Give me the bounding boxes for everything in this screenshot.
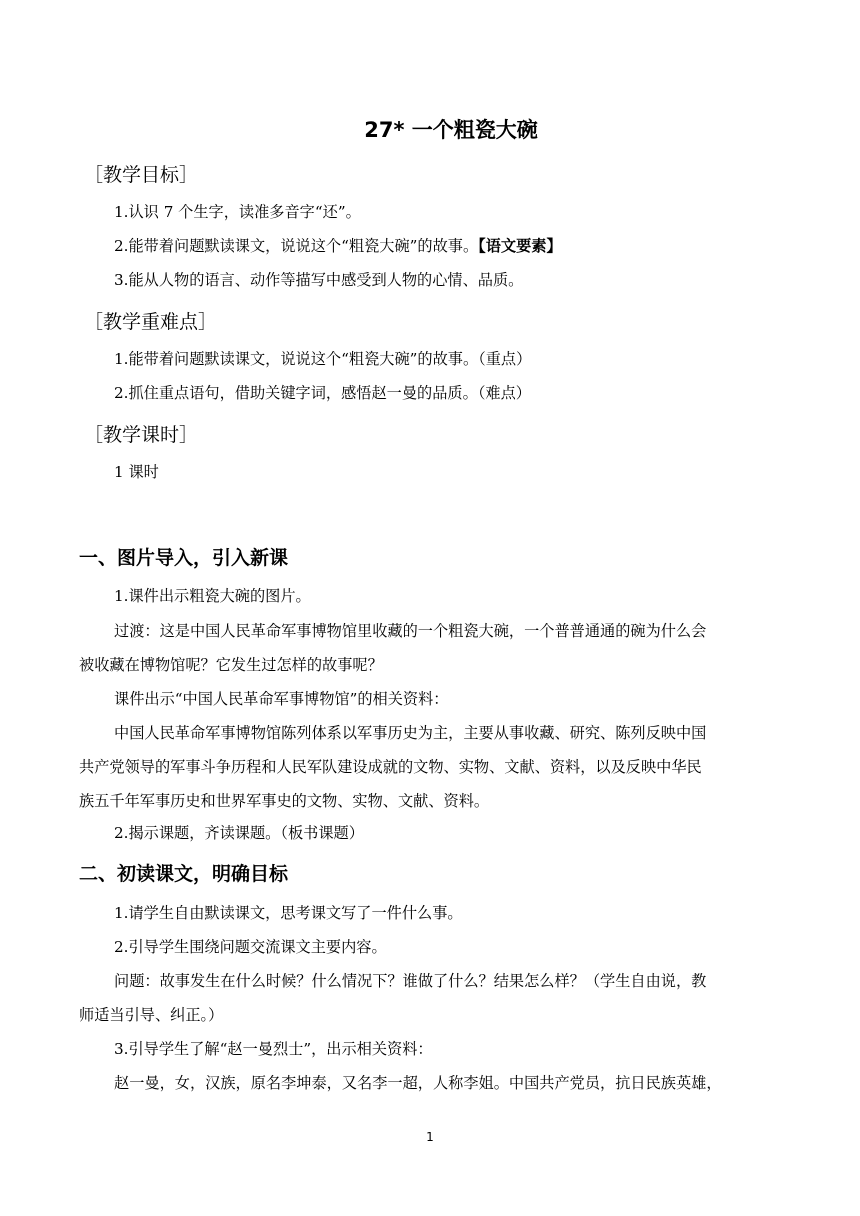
part2-line-6: 赵一曼，女，汉族，原名李坤泰，又名李一超，人称李姐。中国共产党员，抗日民族英雄， [114, 1074, 722, 1092]
part2-line-2: 2.引导学生围绕问题交流课文主要内容。 [114, 938, 387, 956]
key-point-item-1: 1.能带着问题默读课文，说说这个“粗瓷大碗”的故事。（重点） [114, 350, 532, 368]
page-number: 1 [426, 1130, 434, 1144]
goal-item-3: 3.能从人物的语言、动作等描写中感受到人物的心情、品质。 [114, 271, 524, 289]
goal-item-2-text: 2.能带着问题默读课文，说说这个“粗瓷大碗”的故事。 [114, 237, 479, 255]
part1-line-7: 族五千年军事历史和世界军事史的文物、实物、文献、资料。 [79, 792, 490, 810]
part1-heading: 一、图片导入，引入新课 [79, 547, 289, 569]
hours-value: 1 课时 [114, 463, 159, 481]
goal-item-1: 1.认识 7 个生字，读准多音字“还”。 [114, 203, 361, 221]
part1-line-2: 过渡：这是中国人民革命军事博物馆里收藏的一个粗瓷大碗，一个普普通通的碗为什么会 [114, 622, 707, 640]
part2-line-5: 3.引导学生了解“赵一曼烈士”，出示相关资料： [114, 1040, 433, 1058]
part2-heading: 二、初读课文，明确目标 [79, 863, 289, 885]
goal-item-2 [114, 235, 562, 256]
part1-line-1: 1.课件出示粗瓷大碗的图片。 [114, 587, 311, 605]
page-title: 27* 一个粗瓷大碗 [364, 118, 538, 142]
part1-line-6: 共产党领导的军事斗争历程和人民军队建设成就的文物、实物、文献、资料，以及反映中华民 [79, 758, 702, 776]
section-heading-key-points: ［教学重难点］ [84, 311, 218, 333]
part1-line-5: 中国人民革命军事博物馆陈列体系以军事历史为主，主要从事收藏、研究、陈列反映中国 [114, 724, 707, 742]
section-heading-hours: ［教学课时］ [84, 424, 199, 446]
part2-line-4: 师适当引导、纠正。） [79, 1006, 224, 1024]
part1-line-4: 课件出示“中国人民革命军事博物馆”的相关资料： [114, 690, 449, 708]
part2-line-3: 问题：故事发生在什么时候？什么情况下？谁做了什么？结果怎么样？（学生自由说，教 [114, 972, 707, 990]
part2-line-1: 1.请学生自由默读课文，思考课文写了一件什么事。 [114, 904, 463, 922]
part1-line-8: 2.揭示课题，齐读课题。（板书课题） [114, 824, 364, 842]
section-heading-goals: ［教学目标］ [84, 164, 199, 186]
key-point-item-2: 2.抓住重点语句，借助关键字词，感悟赵一曼的品质。（难点） [114, 384, 531, 402]
goal-item-2-tag: 【语文要素】 [478, 237, 562, 255]
part1-line-3: 被收藏在博物馆呢？它发生过怎样的故事呢？ [79, 656, 383, 674]
